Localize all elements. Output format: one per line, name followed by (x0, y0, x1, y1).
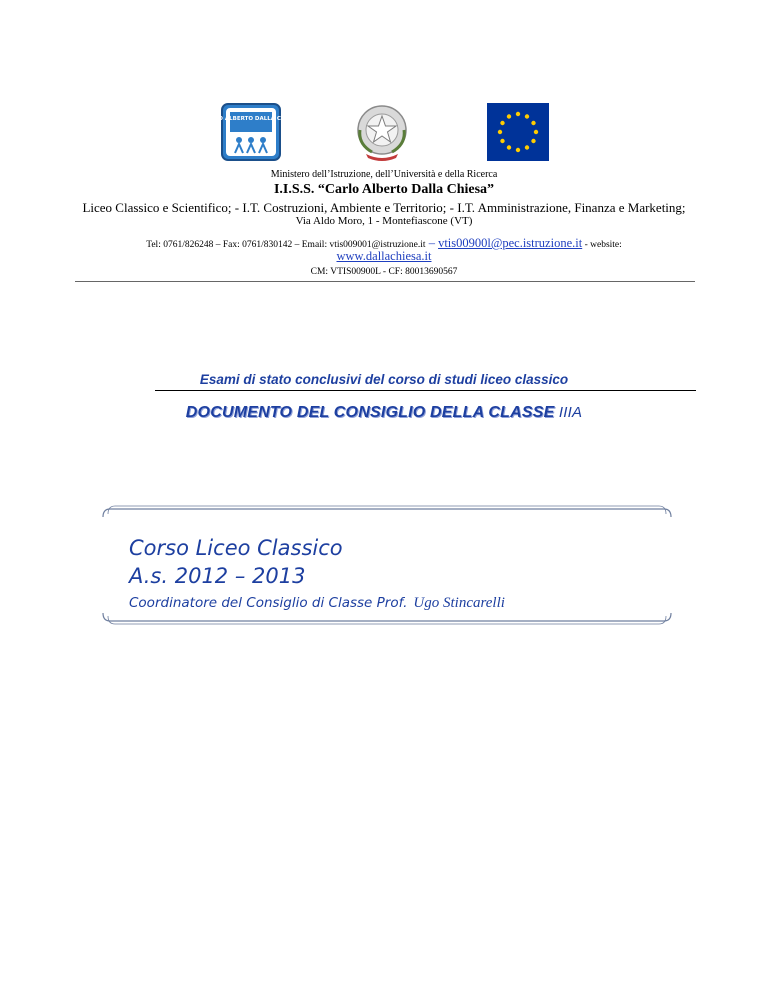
pec-separator: – (425, 236, 439, 250)
title-divider (155, 390, 696, 391)
school-courses: Liceo Classico e Scientifico; - I.T. Costruzioni, Ambiente e Territorio; - I.T. Amministrazione, Finanza e Marketing; (82, 200, 686, 215)
pec-email-link[interactable]: vtis00900l@pec.istruzione.it (438, 236, 583, 250)
coordinator-label: Coordinatore del Consiglio di Classe Prof. (129, 595, 408, 611)
school-year: A.s. 2012 – 2013 (129, 564, 306, 588)
european-union-flag-icon (487, 103, 549, 161)
ministry-line: Ministero dell’Istruzione, dell’Università e della Ricerca (270, 169, 498, 180)
school-address: Via Aldo Moro, 1 - Montefiascone (VT) (295, 215, 473, 227)
cm-cf-line: CM: VTIS00900L - CF: 80013690567 (310, 267, 458, 277)
school-name: I.I.S.S. “Carlo Alberto Dalla Chiesa” (273, 182, 495, 197)
website-link[interactable]: www.dallachiesa.it (336, 249, 432, 263)
document-title-class: IIIA (554, 404, 583, 421)
header-divider (75, 281, 695, 282)
exam-title: Esami di stato conclusivi del corso di studi liceo classico (199, 372, 569, 387)
website-line (0, 249, 768, 264)
coordinator-name: Ugo Stincarelli (413, 595, 505, 611)
school-logo-icon (202, 103, 300, 161)
document-title (0, 404, 768, 422)
logo-row (0, 100, 768, 170)
document-title-main: DOCUMENTO DEL CONSIGLIO DELLA CLASSE (185, 404, 555, 421)
italian-republic-emblem-icon (350, 100, 414, 164)
course-name: Corso Liceo Classico (129, 536, 343, 560)
website-label: - website: (582, 240, 622, 250)
coordinator-line (129, 595, 505, 612)
contacts-text: Tel: 0761/826248 – Fax: 0761/830142 – Email: vtis009001@istruzione.it (146, 240, 426, 250)
svg-text:CARLO ALBERTO DALLA CHIESA: CARLO ALBERTO DALLA CHIESA (202, 116, 300, 122)
